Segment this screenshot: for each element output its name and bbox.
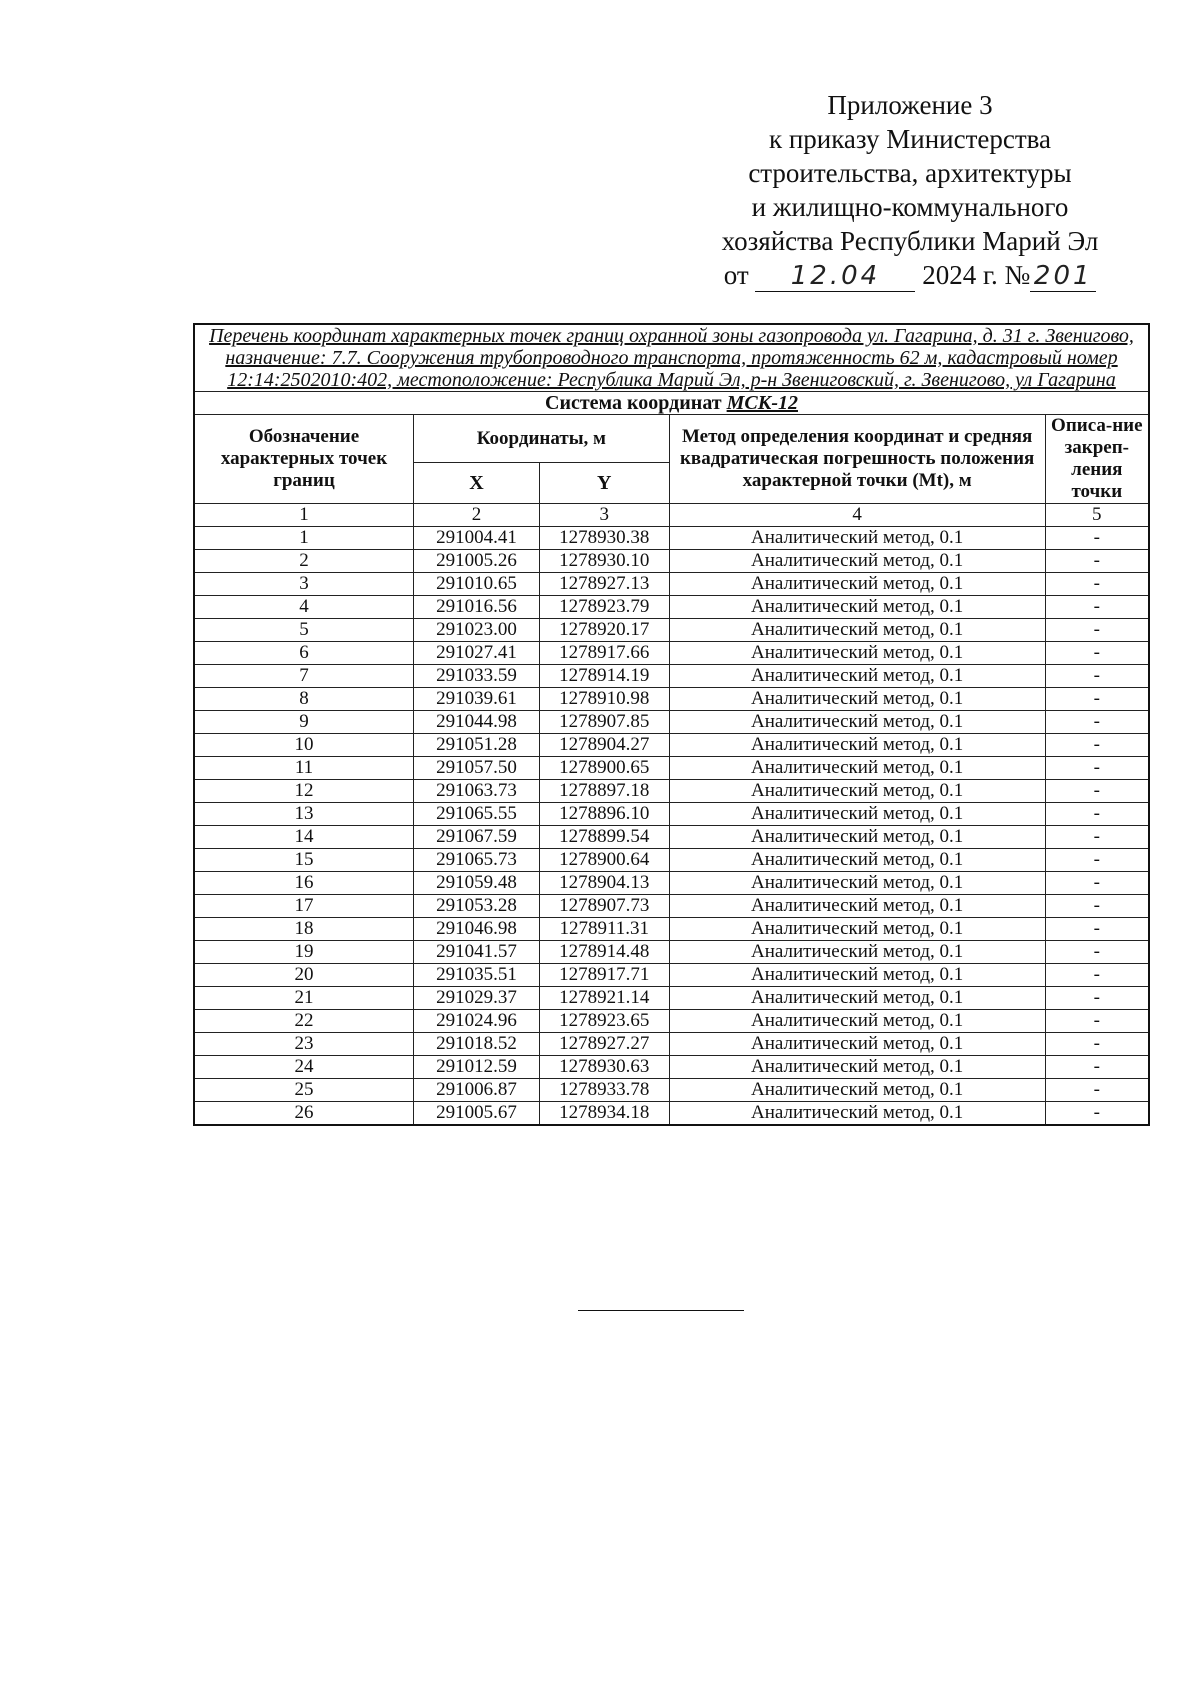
x-coordinate: 291010.65: [414, 573, 540, 596]
description-cell: -: [1045, 596, 1149, 619]
appendix-line: хозяйства Республики Марий Эл: [721, 226, 1099, 256]
description-cell: -: [1045, 964, 1149, 987]
table-row: [194, 711, 1149, 734]
coordinates-table: [193, 323, 1150, 1126]
appendix-header: [690, 88, 1130, 292]
description-cell: -: [1045, 987, 1149, 1010]
method-cell: Аналитический метод, 0.1: [669, 1102, 1045, 1126]
x-coordinate: 291005.67: [414, 1102, 540, 1126]
description-cell: -: [1045, 895, 1149, 918]
x-coordinate: 291053.28: [414, 895, 540, 918]
y-coordinate: 1278904.27: [539, 734, 669, 757]
column-number: 5: [1045, 504, 1149, 527]
y-coordinate: 1278900.65: [539, 757, 669, 780]
appendix-line: Приложение 3: [827, 90, 993, 120]
method-cell: Аналитический метод, 0.1: [669, 803, 1045, 826]
y-coordinate: 1278920.17: [539, 619, 669, 642]
x-coordinate: 291059.48: [414, 872, 540, 895]
table-row: [194, 780, 1149, 803]
x-coordinate: 291033.59: [414, 665, 540, 688]
method-cell: Аналитический метод, 0.1: [669, 711, 1045, 734]
x-coordinate: 291012.59: [414, 1056, 540, 1079]
point-number: 1: [194, 527, 414, 550]
table-row: [194, 849, 1149, 872]
point-number: 21: [194, 987, 414, 1010]
table-row: [194, 688, 1149, 711]
point-number: 22: [194, 1010, 414, 1033]
method-cell: Аналитический метод, 0.1: [669, 642, 1045, 665]
x-coordinate: 291044.98: [414, 711, 540, 734]
point-number: 25: [194, 1079, 414, 1102]
table-row: [194, 757, 1149, 780]
point-number: 5: [194, 619, 414, 642]
y-coordinate: 1278904.13: [539, 872, 669, 895]
column-number: 4: [669, 504, 1045, 527]
x-coordinate: 291057.50: [414, 757, 540, 780]
description-cell: -: [1045, 550, 1149, 573]
point-number: 7: [194, 665, 414, 688]
y-coordinate: 1278927.27: [539, 1033, 669, 1056]
method-cell: Аналитический метод, 0.1: [669, 688, 1045, 711]
table-row: [194, 964, 1149, 987]
handwritten-date: 12.04: [755, 261, 915, 292]
y-coordinate: 1278923.65: [539, 1010, 669, 1033]
y-coordinate: 1278917.66: [539, 642, 669, 665]
point-number: 9: [194, 711, 414, 734]
description-cell: -: [1045, 757, 1149, 780]
table-row: [194, 826, 1149, 849]
description-cell: -: [1045, 849, 1149, 872]
y-coordinate: 1278930.63: [539, 1056, 669, 1079]
method-cell: Аналитический метод, 0.1: [669, 872, 1045, 895]
closing-divider: [578, 1310, 744, 1311]
method-cell: Аналитический метод, 0.1: [669, 550, 1045, 573]
method-cell: Аналитический метод, 0.1: [669, 964, 1045, 987]
coordinate-system-value: МСК-12: [726, 392, 798, 414]
description-cell: -: [1045, 918, 1149, 941]
x-coordinate: 291065.55: [414, 803, 540, 826]
table-row: [194, 619, 1149, 642]
y-coordinate: 1278914.48: [539, 941, 669, 964]
x-coordinate: 291041.57: [414, 941, 540, 964]
method-cell: Аналитический метод, 0.1: [669, 757, 1045, 780]
method-cell: Аналитический метод, 0.1: [669, 596, 1045, 619]
column-number: 1: [194, 504, 414, 527]
y-coordinate: 1278933.78: [539, 1079, 669, 1102]
table-row: [194, 1079, 1149, 1102]
point-number: 14: [194, 826, 414, 849]
method-cell: Аналитический метод, 0.1: [669, 1010, 1045, 1033]
table-row: [194, 1056, 1149, 1079]
method-cell: Аналитический метод, 0.1: [669, 527, 1045, 550]
y-coordinate: 1278896.10: [539, 803, 669, 826]
method-cell: Аналитический метод, 0.1: [669, 826, 1045, 849]
y-coordinate: 1278930.10: [539, 550, 669, 573]
point-number: 24: [194, 1056, 414, 1079]
method-cell: Аналитический метод, 0.1: [669, 665, 1045, 688]
y-coordinate: 1278897.18: [539, 780, 669, 803]
point-number: 3: [194, 573, 414, 596]
x-coordinate: 291063.73: [414, 780, 540, 803]
x-coordinate: 291067.59: [414, 826, 540, 849]
header-coordinates: Координаты, м: [414, 415, 670, 463]
method-cell: Аналитический метод, 0.1: [669, 1056, 1045, 1079]
table-row: [194, 573, 1149, 596]
method-cell: Аналитический метод, 0.1: [669, 918, 1045, 941]
description-cell: -: [1045, 573, 1149, 596]
y-coordinate: 1278934.18: [539, 1102, 669, 1126]
appendix-line: строительства, архитектуры: [748, 158, 1072, 188]
column-number-row: [194, 504, 1149, 527]
x-coordinate: 291006.87: [414, 1079, 540, 1102]
year-number-label: 2024 г. №: [922, 260, 1031, 290]
description-cell: -: [1045, 1079, 1149, 1102]
y-coordinate: 1278923.79: [539, 596, 669, 619]
point-number: 16: [194, 872, 414, 895]
x-coordinate: 291046.98: [414, 918, 540, 941]
description-cell: -: [1045, 941, 1149, 964]
table-row: [194, 734, 1149, 757]
method-cell: Аналитический метод, 0.1: [669, 780, 1045, 803]
order-date-line: [690, 258, 1130, 292]
header-y: Y: [539, 463, 669, 504]
table-row: [194, 803, 1149, 826]
description-cell: -: [1045, 619, 1149, 642]
x-coordinate: 291027.41: [414, 642, 540, 665]
point-number: 23: [194, 1033, 414, 1056]
x-coordinate: 291018.52: [414, 1033, 540, 1056]
method-cell: Аналитический метод, 0.1: [669, 849, 1045, 872]
table-row: [194, 665, 1149, 688]
table-row: [194, 527, 1149, 550]
method-cell: Аналитический метод, 0.1: [669, 941, 1045, 964]
y-coordinate: 1278921.14: [539, 987, 669, 1010]
point-number: 19: [194, 941, 414, 964]
description-cell: -: [1045, 665, 1149, 688]
column-number: 2: [414, 504, 540, 527]
description-cell: -: [1045, 642, 1149, 665]
x-coordinate: 291065.73: [414, 849, 540, 872]
table-row: [194, 1010, 1149, 1033]
method-cell: Аналитический метод, 0.1: [669, 895, 1045, 918]
table-row: [194, 918, 1149, 941]
y-coordinate: 1278911.31: [539, 918, 669, 941]
table-caption: Перечень координат характерных точек границ охранной зоны газопровода ул. Гагарина, д. 31 г. Звенигово, назначение: 7.7. Сооружения трубопроводного транспорта, протяженность 62 м, кадастровый номер 12:14:2502010:402, местоположение: Республика Марий Эл, р-н Звениговский, г. Звенигово, ул Гагарина: [194, 324, 1149, 392]
y-coordinate: 1278910.98: [539, 688, 669, 711]
description-cell: -: [1045, 1102, 1149, 1126]
table-row: [194, 642, 1149, 665]
method-cell: Аналитический метод, 0.1: [669, 573, 1045, 596]
x-coordinate: 291035.51: [414, 964, 540, 987]
description-cell: -: [1045, 872, 1149, 895]
table-row: [194, 987, 1149, 1010]
point-number: 2: [194, 550, 414, 573]
appendix-line: к приказу Министерства: [768, 124, 1052, 154]
y-coordinate: 1278899.54: [539, 826, 669, 849]
date-prefix: от: [723, 260, 749, 290]
handwritten-order-number: 201: [1030, 261, 1096, 292]
point-number: 12: [194, 780, 414, 803]
point-number: 10: [194, 734, 414, 757]
y-coordinate: 1278900.64: [539, 849, 669, 872]
method-cell: Аналитический метод, 0.1: [669, 619, 1045, 642]
description-cell: -: [1045, 527, 1149, 550]
point-number: 15: [194, 849, 414, 872]
table-row: [194, 895, 1149, 918]
method-cell: Аналитический метод, 0.1: [669, 1033, 1045, 1056]
coordinate-system-label: Система координат: [545, 392, 722, 414]
table-row: [194, 941, 1149, 964]
header-method: Метод определения координат и средняя квадратическая погрешность положения характерной точки (Mt), м: [669, 415, 1045, 504]
table-row: [194, 872, 1149, 895]
x-coordinate: 291051.28: [414, 734, 540, 757]
point-number: 6: [194, 642, 414, 665]
description-cell: -: [1045, 688, 1149, 711]
x-coordinate: 291005.26: [414, 550, 540, 573]
description-cell: -: [1045, 711, 1149, 734]
point-number: 13: [194, 803, 414, 826]
x-coordinate: 291029.37: [414, 987, 540, 1010]
description-cell: -: [1045, 734, 1149, 757]
method-cell: Аналитический метод, 0.1: [669, 987, 1045, 1010]
point-number: 18: [194, 918, 414, 941]
y-coordinate: 1278907.73: [539, 895, 669, 918]
x-coordinate: 291016.56: [414, 596, 540, 619]
column-number: 3: [539, 504, 669, 527]
description-cell: -: [1045, 803, 1149, 826]
x-coordinate: 291024.96: [414, 1010, 540, 1033]
header-points: Обозначение характерных точек границ: [194, 415, 414, 504]
x-coordinate: 291039.61: [414, 688, 540, 711]
point-number: 4: [194, 596, 414, 619]
y-coordinate: 1278917.71: [539, 964, 669, 987]
description-cell: -: [1045, 1033, 1149, 1056]
coordinate-system-row: [194, 392, 1149, 415]
header-x: X: [414, 463, 540, 504]
description-cell: -: [1045, 826, 1149, 849]
y-coordinate: 1278927.13: [539, 573, 669, 596]
y-coordinate: 1278930.38: [539, 527, 669, 550]
header-description: Описа-ние закреп-ления точки: [1045, 415, 1149, 504]
y-coordinate: 1278907.85: [539, 711, 669, 734]
table-row: [194, 596, 1149, 619]
table-row: [194, 1033, 1149, 1056]
method-cell: Аналитический метод, 0.1: [669, 1079, 1045, 1102]
description-cell: -: [1045, 1056, 1149, 1079]
description-cell: -: [1045, 780, 1149, 803]
x-coordinate: 291023.00: [414, 619, 540, 642]
x-coordinate: 291004.41: [414, 527, 540, 550]
method-cell: Аналитический метод, 0.1: [669, 734, 1045, 757]
point-number: 20: [194, 964, 414, 987]
point-number: 11: [194, 757, 414, 780]
point-number: 17: [194, 895, 414, 918]
table-row: [194, 1102, 1149, 1126]
table-row: [194, 550, 1149, 573]
y-coordinate: 1278914.19: [539, 665, 669, 688]
point-number: 26: [194, 1102, 414, 1126]
description-cell: -: [1045, 1010, 1149, 1033]
point-number: 8: [194, 688, 414, 711]
appendix-line: и жилищно-коммунального: [751, 192, 1069, 222]
